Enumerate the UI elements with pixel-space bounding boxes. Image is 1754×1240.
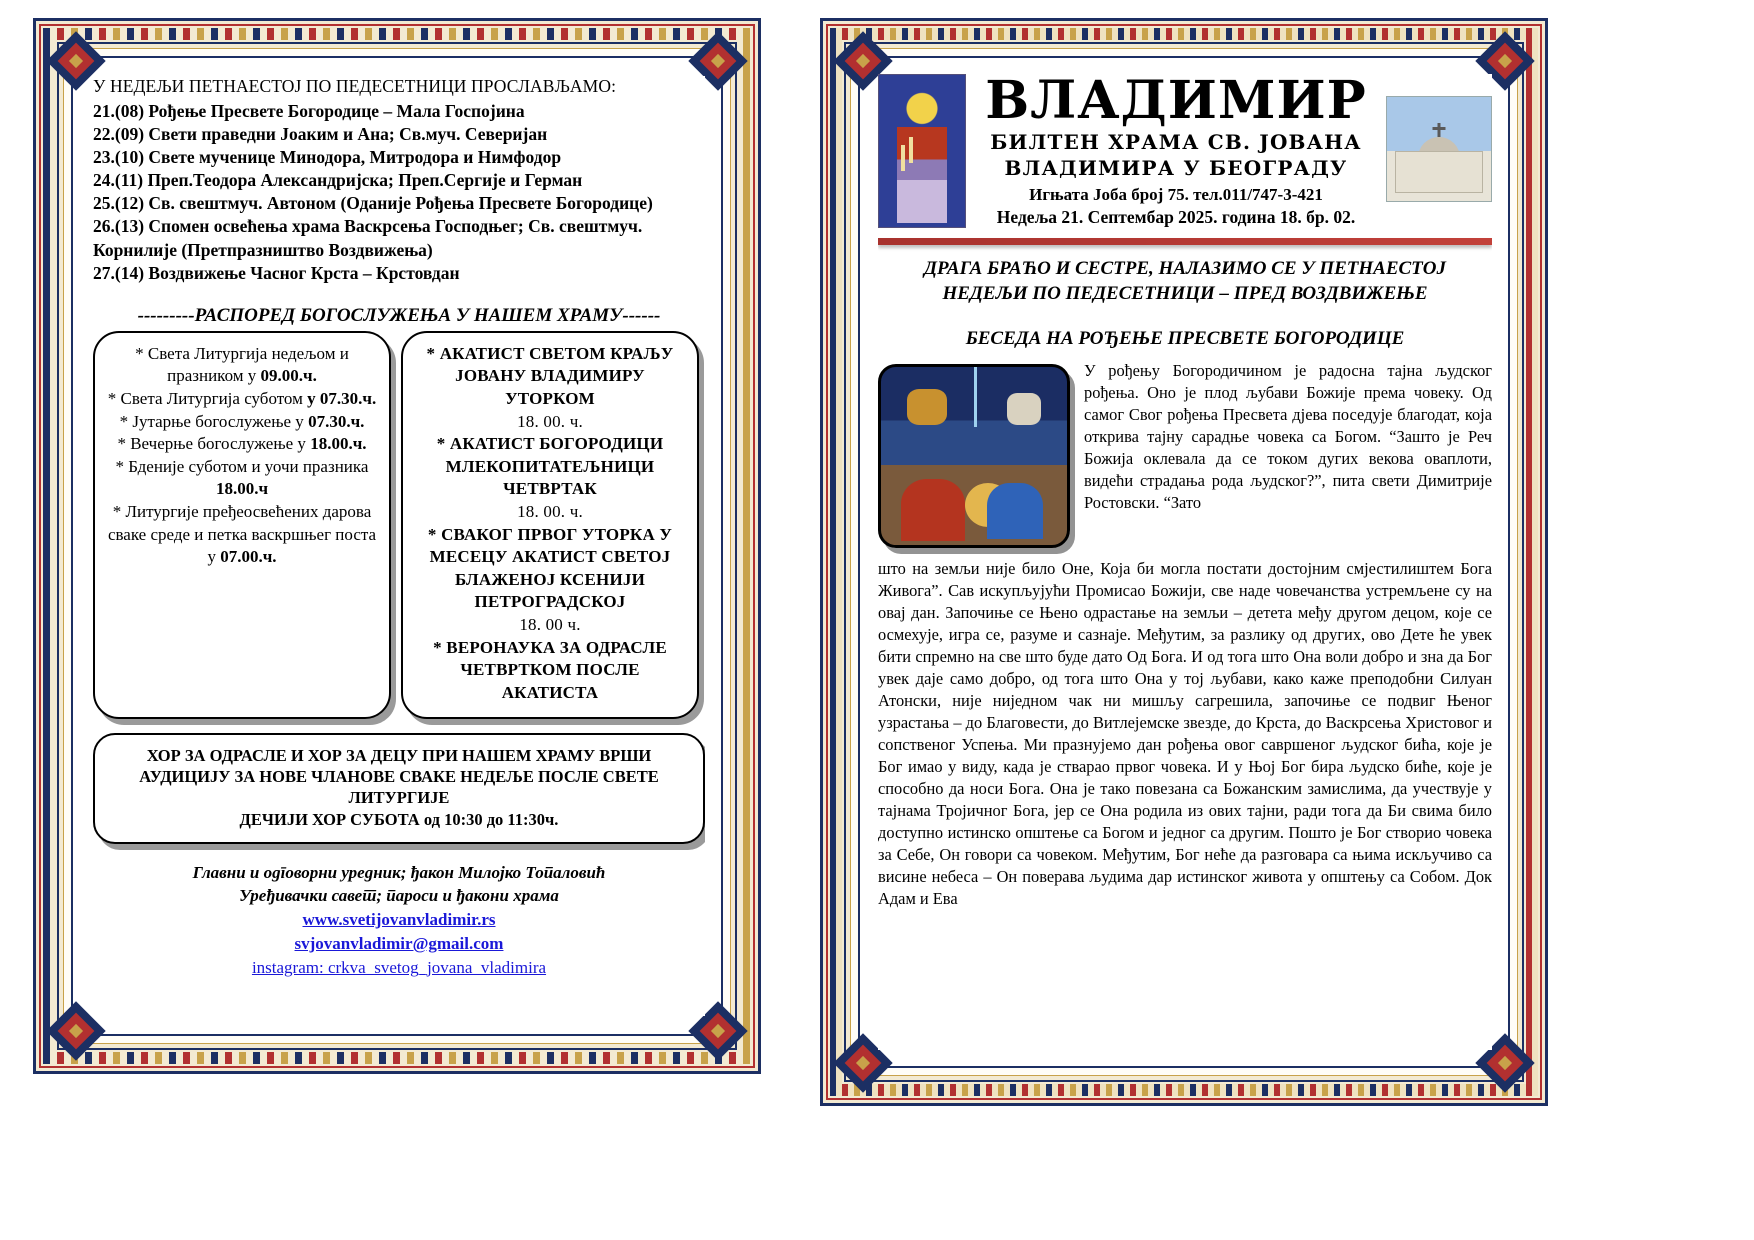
church-photo xyxy=(1386,96,1492,202)
service-item: * Јутарње богослужење у 07.30.ч. xyxy=(119,411,365,431)
akathist-item: * ВЕРОНАУКА ЗА ОДРАСЛЕ ЧЕТВРТКОМ ПОСЛЕ АКАТИСТА xyxy=(433,637,667,702)
service-item: * Света Литургија суботом у 07.30.ч. xyxy=(107,388,377,408)
choir-line: АУДИЦИЈУ ЗА НОВЕ ЧЛАНОВЕ СВАКЕ НЕДЕЉЕ ПОСЛЕ СВЕТЕ xyxy=(139,766,659,786)
bulletin-title: ВЛАДИМИР xyxy=(985,74,1367,131)
saint-vladimir-icon xyxy=(878,74,966,228)
divider-bar xyxy=(878,238,1492,245)
sermon-paragraph-2: што на земљи није било Оне, Која би могла постати достојним смјестилиштем Бога Живога”. Сав искупљујући Промисао Божији, све наде човечанства устремљене су на овај дан. Започиње се Њено одрастање на земљи – детета међу другом децом, које се осмехује, игра се, разуме и сазнаје. Међутим, за разлику од других, ово Дете ће увек бити спремно на све што буде дато Од Бога. И од тога што Она воли добро и зна да Бог увек даје само добро, од тога што Она у тој љубави, како каже преподобни Силуан Атонски, није ниједном чак ни мишљу сагрешила, започиње се подвиг Њеног узрастања – до Благовести, до Витлејемске звезде, до Крста, до Васкрсења Христовог и сопственог Успења. Ми празнујемо дан рођења овог савршеног људског бића, које је Бог имао у виду, када је стварао првог човека. И у Њој Бог бира људско биће, које је способно да носи Бога. Она је тако повезана са Божанским замислима, да учествује у тајнама Тројичног Бога, јер се Она родила из ових тајни, ради тога да Би свима било доступно истинско општење са Богом и једног са другим. Пошто је Бог створио човека за Себе, Он говори са човеком. Међутим, Бог неће да разговара са њима искључиво са висине небеса – Он поверава људима дар истинског живота у општењу са Собом. Док Адам и Ева xyxy=(878,559,1492,909)
church-address: Игњата Јоба број 75. тел.011/747-3-421 xyxy=(1029,184,1323,204)
calendar-item: 26.(13) Спомен освећења храма Васкрсења Господњег; Св. свештмуч. xyxy=(93,216,643,237)
schedule-boxes xyxy=(93,331,705,719)
right-page-content xyxy=(878,74,1492,1050)
choir-line: ДЕЧИЈИ ХОР СУБОТА од 10:30 до 11:30ч. xyxy=(239,809,559,829)
colophon xyxy=(93,862,705,979)
choir-line: ХОР ЗА ОДРАСЛЕ И ХОР ЗА ДЕЦУ ПРИ НАШЕМ ХРАМУ ВРШИ xyxy=(146,745,652,765)
service-item: * Света Литургија недељом и празником у 09.00.ч. xyxy=(135,343,349,386)
intro-line: У НЕДЕЉИ ПЕТНАЕСТОЈ ПО ПЕДЕСЕТНИЦИ ПРОСЛАВЉАМО: xyxy=(93,76,617,96)
schedule-box-services xyxy=(93,331,391,719)
sermon-title: БЕСЕДА НА РОЂЕЊЕ ПРЕСВЕТЕ БОГОРОДИЦЕ xyxy=(965,328,1405,350)
instagram-link[interactable]: instagram: crkva_svetog_jovana_vladimira xyxy=(251,957,547,977)
akathist-time: 18. 00 ч. xyxy=(519,615,581,635)
cross-icon xyxy=(1438,123,1441,137)
calendar-item: 27.(14) Воздвижење Часног Крста – Крстовдан xyxy=(93,262,460,283)
greeting-line-2: НЕДЕЉИ ПО ПЕДЕСЕТНИЦИ – ПРЕД ВОЗДВИЖЕЊЕ xyxy=(942,282,1428,304)
calendar-item: 22.(09) Свети праведни Јоаким и Ана; Св.муч. Северијан xyxy=(93,124,548,145)
masthead-text xyxy=(976,74,1376,228)
editorial-board-line: Уређивачки савет; пароси и ђакони храма xyxy=(239,886,559,906)
akathist-time: 18. 00. ч. xyxy=(517,502,583,522)
masthead xyxy=(878,74,1492,228)
service-item: * Вечерње богослужење у 18.00.ч. xyxy=(117,434,367,454)
issue-dateline: Недеља 21. Септембар 2025. година 18. бр. 02. xyxy=(996,206,1356,227)
choir-announcement-box xyxy=(93,733,705,845)
email-link[interactable]: svjovanvladimir@gmail.com xyxy=(294,933,504,953)
calendar-item: 24.(11) Преп.Теодора Александријска; Преп.Сергије и Герман xyxy=(93,170,583,191)
service-item: * Литургије пређеосвећених дарова сваке среде и петка васкршњег поста у 07.00.ч. xyxy=(107,502,377,567)
sermon-paragraph-1: У рођењу Богородичином је радосна тајна људског рођења. Оно је плод љубави Божије према човеку. Од самог Свог рођења Пресвета дјева поседује благодат, која открива тајну сарадње човека са Богом. “Зашто је Реч Божија оклевала да се током дугих векова оваплоти, видећи страдања рода људског?”, пита свети Димитрије Ростовски. “Зато xyxy=(1084,361,1492,513)
calendar-item: 21.(08) Рођење Пресвете Богородице – Мала Госпојина xyxy=(93,101,525,121)
choir-line: ЛИТУРГИЈЕ xyxy=(348,788,450,808)
calendar-item: 25.(12) Св. свештмуч. Автоном (Оданије Рођења Пресвете Богородице) xyxy=(93,193,653,214)
calendar-list xyxy=(93,100,705,285)
akathist-time: 18. 00. ч. xyxy=(517,411,583,431)
bulletin-page-right xyxy=(820,18,1548,1106)
greeting-line-1: ДРАГА БРАЋО И СЕСТРЕ, НАЛАЗИМО СЕ У ПЕТНАЕСТОЈ xyxy=(923,258,1447,279)
bulletin-subtitle-line2: ВЛАДИМИРА У БЕОГРАДУ xyxy=(1004,156,1348,181)
nativity-icon-photo xyxy=(878,364,1070,548)
akathist-item: * АКАТИСТ СВЕТОМ КРАЉУ ЈОВАНУ ВЛАДИМИРУ УТОРКОМ xyxy=(426,343,674,408)
left-page-content xyxy=(93,76,705,1016)
calendar-item: 23.(10) Свете мученице Минодора, Митродора и Нимфодор xyxy=(93,147,562,168)
bulletin-page-left xyxy=(33,18,761,1074)
schedule-box-akathists xyxy=(401,331,699,719)
calendar-item: Корнилије (Претпразништво Воздвижења) xyxy=(93,239,433,260)
akathist-item: * СВАКОГ ПРВОГ УТОРКА У МЕСЕЦУ АКАТИСТ СВЕТОЈ БЛАЖЕНОЈ КСЕНИЈИ ПЕТРОГРАДСКОЈ xyxy=(427,524,673,612)
akathist-item: * АКАТИСТ БОГОРОДИЦИ МЛЕКОПИТАТЕЉНИЦИ ЧЕТВРТАК xyxy=(436,434,664,499)
schedule-heading: ---------РАСПОРЕД БОГОСЛУЖЕЊА У НАШЕМ ХРАМУ------ xyxy=(137,304,661,326)
website-link[interactable]: www.svetijovanvladimir.rs xyxy=(302,910,496,930)
service-item: * Бденије суботом и уочи празника 18.00.ч xyxy=(115,456,369,499)
bulletin-subtitle-line1: БИЛТЕН ХРАМА СВ. ЈОВАНА xyxy=(990,129,1362,154)
editor-line: Главни и одговорни уредник; ђакон Милојко Топаловић xyxy=(192,863,606,883)
